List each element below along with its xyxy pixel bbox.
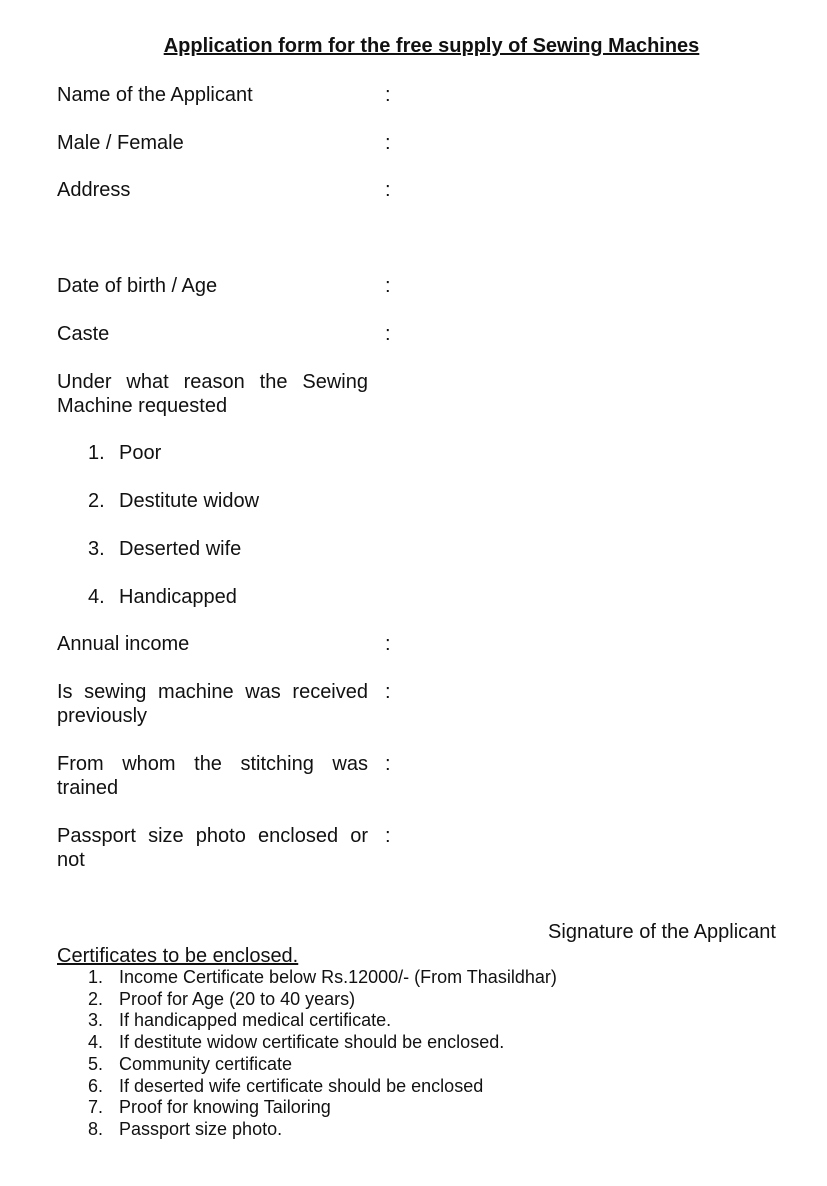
- reason-option-deserted-wife: [88, 537, 241, 561]
- field-reason-label: Under what reason the Sewing Machine requested: [57, 371, 368, 417]
- field-gender-colon: :: [385, 132, 391, 154]
- list-item-number: 5.: [88, 1053, 104, 1074]
- page-title: Application form for the free supply of Sewing Machines: [163, 35, 700, 57]
- field-trained-label: From whom the stitching was trained: [57, 753, 368, 799]
- field-income-colon: :: [385, 633, 391, 655]
- list-item-text: Passport size photo.: [119, 1118, 283, 1139]
- signature-label: Signature of the Applicant: [548, 921, 776, 943]
- list-item-number: 6.: [88, 1075, 104, 1096]
- list-item: [88, 1097, 557, 1119]
- list-item: [88, 967, 557, 989]
- list-item-number: 8.: [88, 1118, 104, 1139]
- list-item: [88, 1076, 557, 1098]
- list-item-text: Income Certificate below Rs.12000/- (From Thasildhar): [119, 967, 557, 987]
- reason-option-destitute-widow: [88, 489, 259, 513]
- list-item-text: Proof for knowing Tailoring: [119, 1097, 331, 1118]
- list-item-text: Community certificate: [119, 1053, 293, 1074]
- reason-option-number: 2.: [88, 490, 105, 512]
- reason-option-number: 1.: [88, 442, 105, 464]
- field-trained-colon: :: [385, 753, 391, 775]
- list-item: [88, 1054, 557, 1076]
- reason-option-handicapped: [88, 585, 237, 609]
- field-received-label: Is sewing machine was received previously: [57, 681, 368, 727]
- list-item-number: 3.: [88, 1010, 104, 1031]
- reason-option-poor: [88, 441, 161, 465]
- list-item-text: If deserted wife certificate should be enclosed: [119, 1075, 484, 1096]
- list-item: [88, 1119, 557, 1141]
- reason-option-text: Handicapped: [119, 586, 237, 608]
- reason-option-text: Deserted wife: [119, 538, 242, 560]
- field-photo-label: Passport size photo enclosed or not: [57, 825, 368, 871]
- list-item-text: Proof for Age (20 to 40 years): [119, 988, 356, 1009]
- list-item: [88, 1032, 557, 1054]
- reason-option-text: Poor: [119, 442, 162, 464]
- certificates-heading: Certificates to be enclosed.: [57, 945, 299, 967]
- list-item: [88, 1010, 557, 1032]
- field-name-label: Name of the Applicant: [57, 84, 253, 106]
- field-name-colon: :: [385, 84, 391, 106]
- list-item-number: 4.: [88, 1032, 104, 1053]
- certificates-list: [88, 967, 557, 1141]
- list-item-text: If destitute widow certificate should be enclosed.: [119, 1032, 505, 1053]
- field-gender-label: Male / Female: [57, 132, 184, 154]
- field-dob-label: Date of birth / Age: [57, 275, 218, 297]
- field-address-colon: :: [385, 179, 391, 201]
- list-item-number: 1.: [88, 967, 104, 987]
- list-item-text: If handicapped medical certificate.: [119, 1010, 392, 1031]
- reason-option-number: 4.: [88, 586, 105, 608]
- list-item-number: 7.: [88, 1097, 104, 1118]
- field-received-colon: :: [385, 681, 391, 703]
- list-item: [88, 989, 557, 1011]
- reason-option-text: Destitute widow: [119, 490, 260, 512]
- reason-option-number: 3.: [88, 538, 105, 560]
- list-item-number: 2.: [88, 988, 104, 1009]
- field-address-label: Address: [57, 179, 131, 201]
- field-caste-colon: :: [385, 323, 391, 345]
- field-dob-colon: :: [385, 275, 391, 297]
- field-income-label: Annual income: [57, 633, 190, 655]
- field-caste-label: Caste: [57, 323, 110, 345]
- field-photo-colon: :: [385, 825, 391, 847]
